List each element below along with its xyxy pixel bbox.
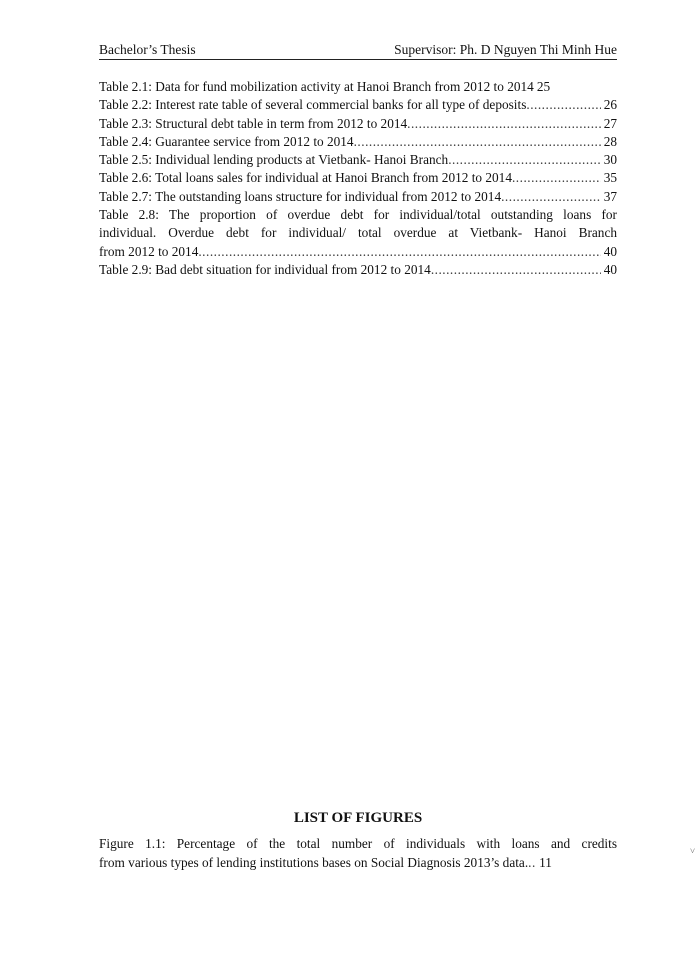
entry-page: 37 <box>603 188 617 204</box>
header-divider <box>99 59 617 60</box>
header-thesis-label: Bachelor’s Thesis <box>99 42 196 57</box>
entry-title: Table 2.4: Guarantee service from 2012 to 2014 <box>99 133 354 149</box>
list-of-tables <box>99 78 617 279</box>
entry-title: Table 2.1: Data for fund mobilization activity at Hanoi Branch from 2012 to 2014 <box>99 79 534 94</box>
entry-title: Table 2.9: Bad debt situation for individual from 2012 to 2014 <box>99 261 431 277</box>
entry-title-line-3: from 2012 to 2014 <box>99 243 199 259</box>
entry-title: Table 2.3: Structural debt table in term from 2012 to 2014 <box>99 115 408 131</box>
entry-page: 40 <box>603 243 617 259</box>
entry-title-line-2: individual. Overdue debt for individual/ total overdue at Vietbank- Hanoi Branch <box>99 225 617 241</box>
table-entry-2-3[interactable] <box>99 115 617 133</box>
leader-dots <box>354 133 601 151</box>
table-entry-2-1[interactable] <box>99 78 617 96</box>
table-entry-2-8[interactable] <box>99 206 617 261</box>
entry-page: 11 <box>539 855 552 870</box>
header-supervisor-label: Supervisor: Ph. D Nguyen Thi Minh Hue <box>394 42 617 57</box>
table-entry-2-4[interactable] <box>99 133 617 151</box>
leader-dots <box>501 188 601 206</box>
figure-entry-1-1[interactable] <box>99 834 617 872</box>
table-entry-2-6[interactable] <box>99 169 617 187</box>
entry-page: 25 <box>536 79 551 94</box>
entry-title: Table 2.7: The outstanding loans structure for individual from 2012 to 2014 <box>99 188 502 204</box>
leader-dots <box>526 96 600 114</box>
figure-title-line-2: from various types of lending institutions bases on Social Diagnosis 2013’s data. <box>99 855 529 870</box>
entry-title: Table 2.5: Individual lending products at Vietbank- Hanoi Branch <box>99 152 449 168</box>
margin-mark: ˅ <box>690 846 696 856</box>
leader-dots <box>198 243 600 261</box>
leader-dots <box>431 261 601 279</box>
entry-page: 28 <box>603 133 617 149</box>
leader-dots <box>512 169 601 187</box>
entry-page: 26 <box>603 97 617 113</box>
entry-title: Table 2.2: Interest rate table of several commercial banks for all type of deposits <box>99 97 527 113</box>
table-entry-2-7[interactable] <box>99 188 617 206</box>
table-entry-2-9[interactable] <box>99 261 617 279</box>
figure-title-line-1: Figure 1.1: Percentage of the total number of individuals with loans and credits <box>99 836 617 851</box>
leader-dots <box>528 853 536 872</box>
entry-page: 30 <box>603 152 617 168</box>
leader-dots <box>407 115 601 133</box>
table-entry-2-5[interactable] <box>99 151 617 169</box>
list-of-figures-heading: LIST OF FIGURES <box>293 810 423 826</box>
entry-page: 40 <box>603 261 617 277</box>
entry-title-line-1: Table 2.8: The proportion of overdue debt for individual/total outstanding loans for <box>99 207 617 223</box>
entry-title: Table 2.6: Total loans sales for individual at Hanoi Branch from 2012 to 2014 <box>99 170 512 186</box>
leader-dots <box>448 151 601 169</box>
entry-page: 27 <box>603 115 617 131</box>
table-entry-2-2[interactable] <box>99 96 617 114</box>
entry-page: 35 <box>603 170 617 186</box>
